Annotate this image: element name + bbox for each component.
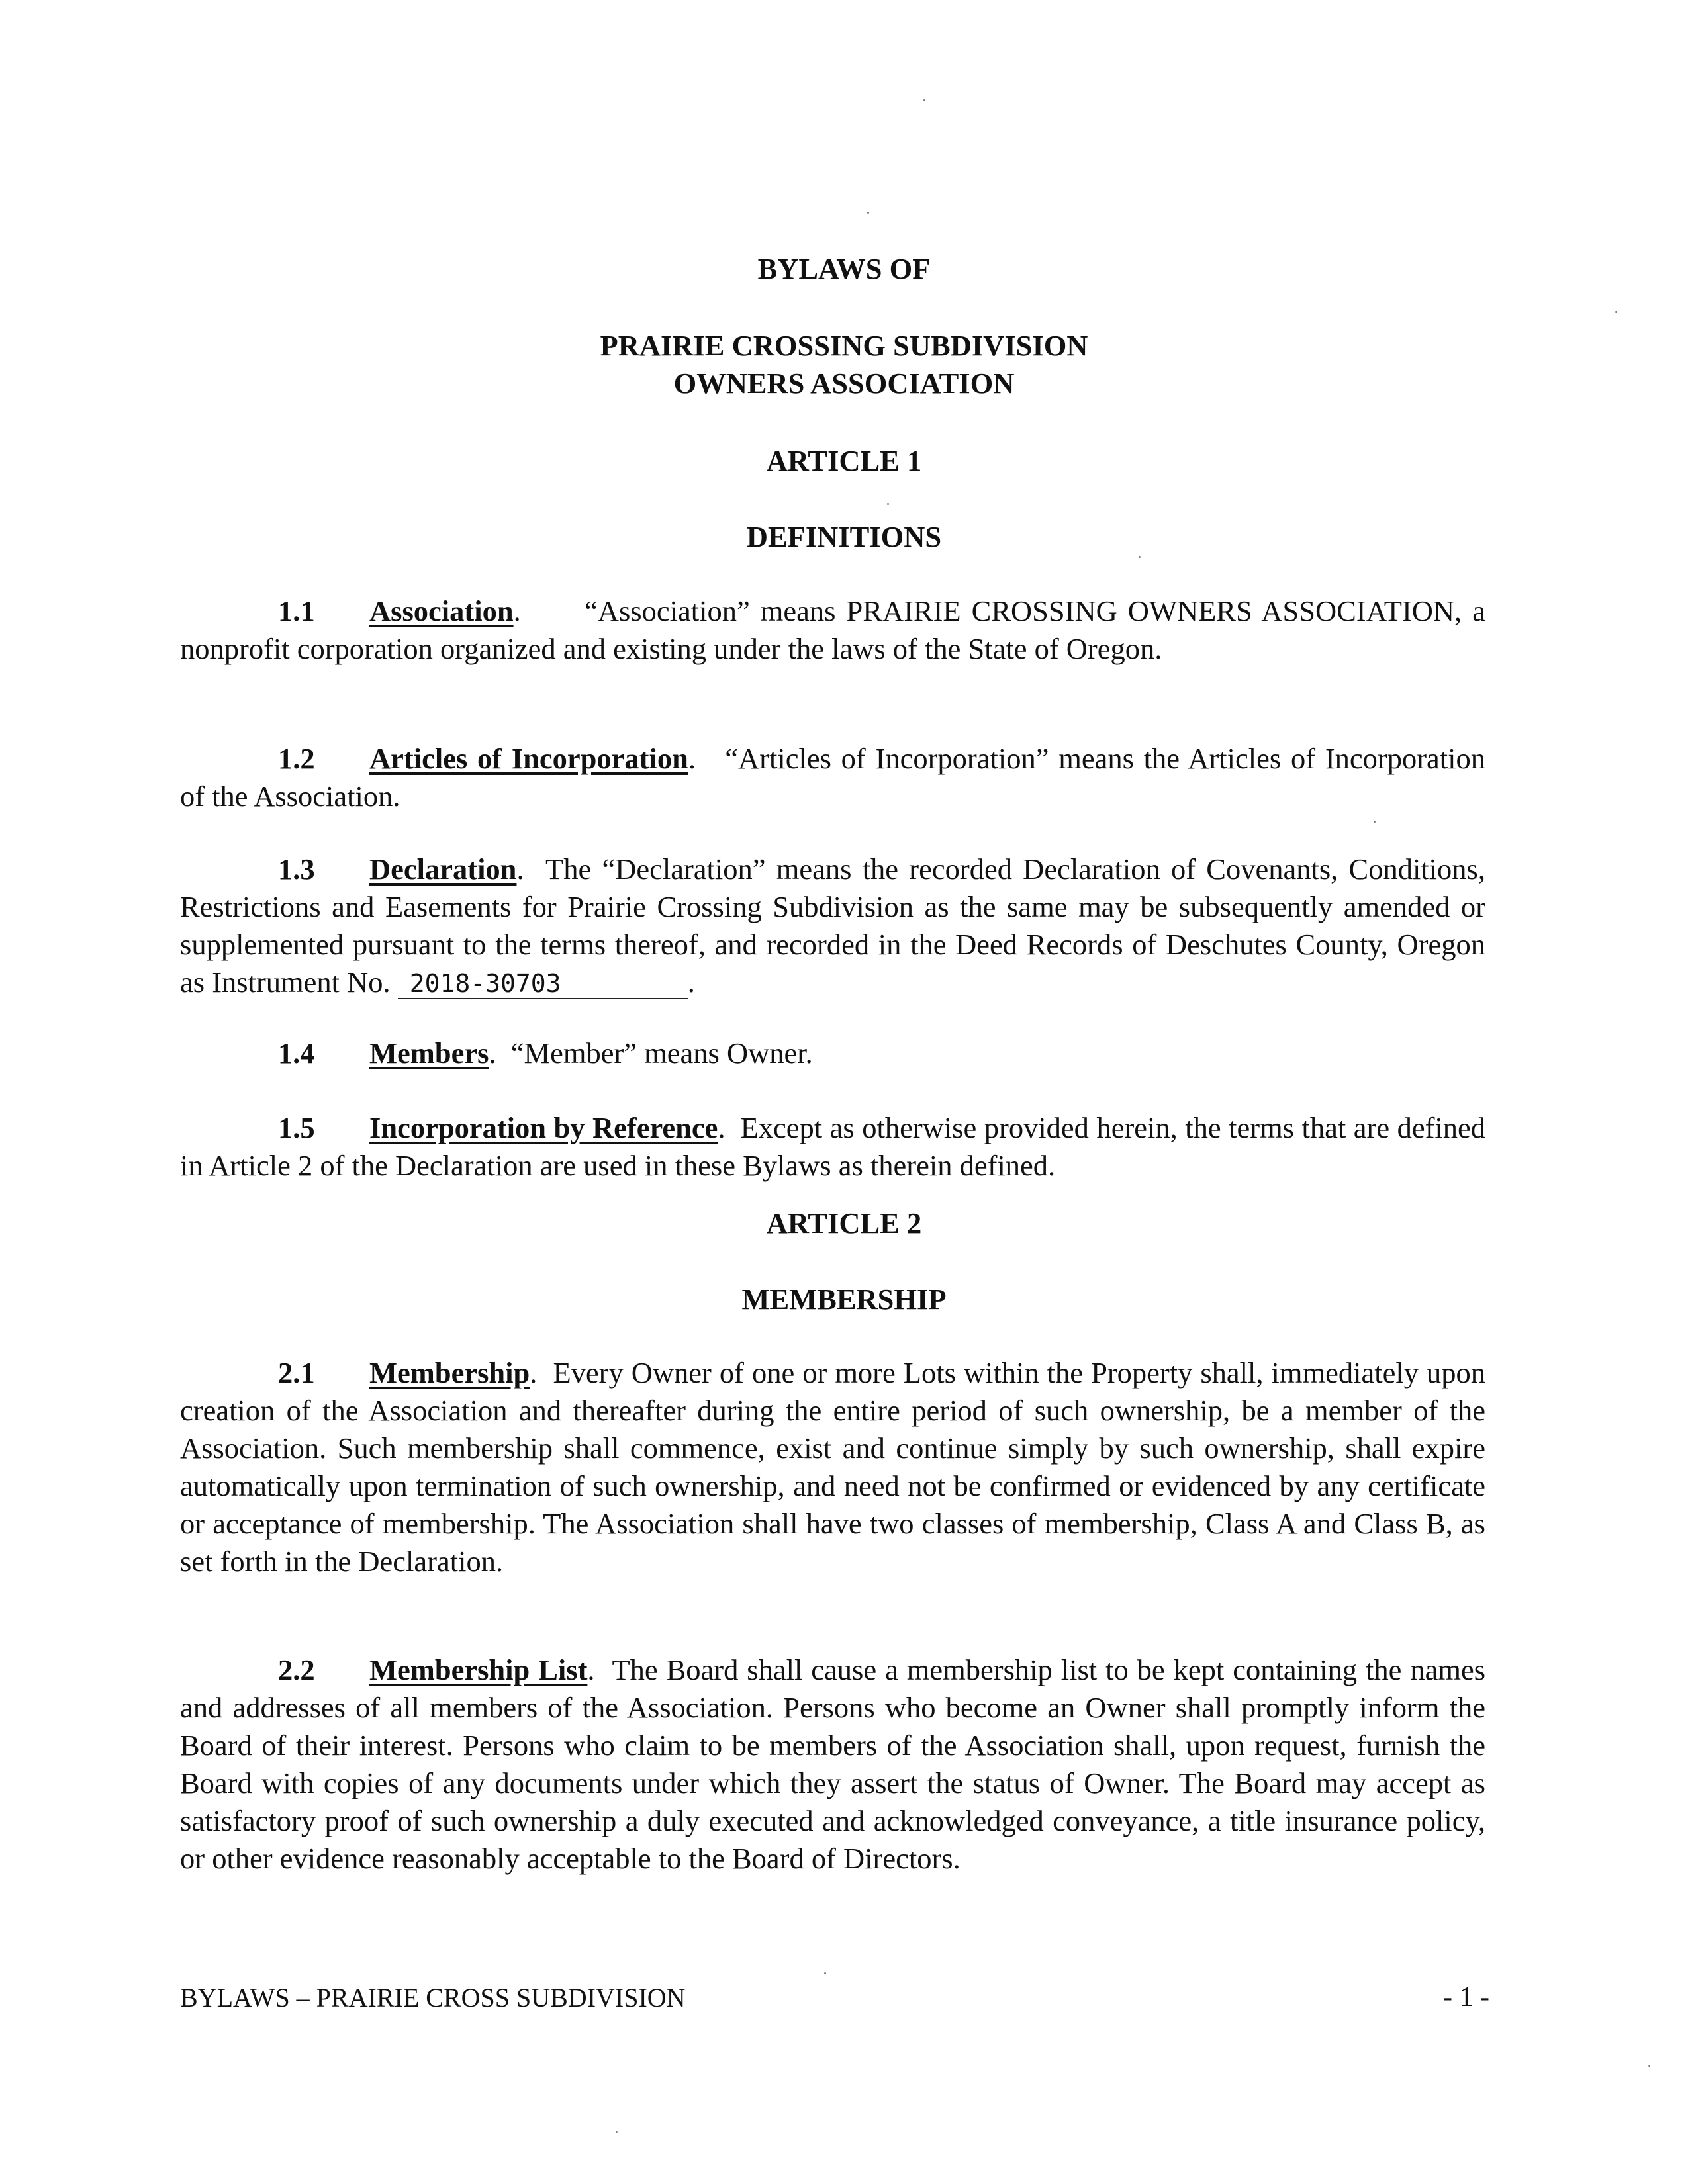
section-term: Membership	[369, 1356, 530, 1389]
article-2-title: MEMBERSHIP	[741, 1283, 947, 1316]
section-text: Every Owner of one or more Lots within the Property shall, immediately upon creation of the Association and thereafter during the entire period of such ownership, be a member of the Association. Such membership shall commence, exist and continue simply by such ownership, shall expire automatically upon termination of such ownership, and need not be confirmed or evidenced by any certificate or acceptance of membership. The Association shall have two classes of membership, Class A and Class B, as set forth in the Declaration.	[180, 1356, 1486, 1578]
article-1-title: DEFINITIONS	[746, 520, 942, 553]
section-text: The “Declaration” means the recorded Declaration of Covenants, Conditions, Restrictions and Easements for Prairie Crossing Subdivision as the same may be subsequently amended or supplemented pursuant to the terms thereof, and recorded in the Deed Records of Deschutes County, Oregon as Instrument No.	[180, 852, 1485, 999]
organization-name-line-2: OWNERS ASSOCIATION	[673, 367, 1015, 400]
section-text: The Board shall cause a membership list to be kept containing the names and addresses of all members of the Association. Persons who become an Owner shall promptly inform the Board of their interest. Persons who claim to be members of the Association shall, upon request, furnish the Board with copies of any documents under which they assert the status of Owner. The Board may accept as satisfactory proof of such ownership a duly executed and acknowledged conveyance, a title insurance policy, or other evidence reasonably acceptable to the Board of Directors.	[180, 1653, 1486, 1875]
footer-document-name: BYLAWS – PRAIRIE CROSS SUBDIVISION	[180, 1983, 686, 2013]
section-number: 1.3	[278, 852, 315, 886]
section-term: Articles of Incorporation	[369, 742, 688, 775]
section-1-3: 1.3 Declaration. The “Declaration” means the recorded Declaration of Covenants, Conditions, Restrictions and Easements for Prairie Crossing Subdivision as the same may be subsequently amended or supplemented pursuant to the terms thereof, and recorded in the Deed Records of Deschutes County, Oregon as Instrument No. 2018-30703 .	[180, 850, 1485, 1001]
section-1-4: 1.4 Members. “Member” means Owner.	[180, 1034, 1485, 1072]
section-term: Association	[369, 594, 514, 627]
scan-speck	[1615, 311, 1617, 313]
section-number: 1.5	[278, 1111, 315, 1144]
section-text: Except as otherwise provided herein, the terms that are defined in Article 2 of the Declaration are used in these Bylaws as therein defined.	[180, 1111, 1486, 1182]
instrument-number-field: 2018-30703	[398, 969, 688, 999]
scan-speck	[824, 1972, 826, 1974]
section-trailing: .	[687, 966, 695, 999]
article-2-label: ARTICLE 2	[766, 1206, 922, 1240]
organization-name-line-1: PRAIRIE CROSSING SUBDIVISION	[600, 329, 1088, 362]
section-number: 2.2	[278, 1653, 315, 1686]
page-number: - 1 -	[1443, 1982, 1489, 2013]
section-number: 1.1	[278, 594, 315, 627]
section-number: 1.2	[278, 742, 315, 775]
scan-speck	[887, 503, 889, 505]
section-term: Members	[369, 1036, 489, 1069]
section-1-5: 1.5 Incorporation by Reference. Except as otherwise provided herein, the terms that are defined in Article 2 of the Declaration are used in these Bylaws as therein defined.	[180, 1109, 1485, 1185]
section-1-1: 1.1 Association. “Association” means PRAIRIE CROSSING OWNERS ASSOCIATION, a nonprofit corporation organized and existing under the laws of the State of Oregon.	[180, 592, 1485, 668]
section-term: Incorporation by Reference	[369, 1111, 718, 1144]
document-title: BYLAWS OF	[757, 252, 931, 285]
section-2-2: 2.2 Membership List. The Board shall cause a membership list to be kept containing the names and addresses of all members of the Association. Persons who become an Owner shall promptly inform the Board of their interest. Persons who claim to be members of the Association shall, upon request, furnish the Board with copies of any documents under which they assert the status of Owner. The Board may accept as satisfactory proof of such ownership a duly executed and acknowledged conveyance, a title insurance policy, or other evidence reasonably acceptable to the Board of Directors.	[180, 1651, 1485, 1878]
section-text: “Association” means PRAIRIE CROSSING OWNERS ASSOCIATION, a nonprofit corporation organized and existing under the laws of the State of Oregon.	[180, 594, 1485, 665]
scan-speck	[1139, 556, 1141, 558]
section-term: Declaration	[369, 852, 517, 886]
section-1-2: 1.2 Articles of Incorporation. “Articles of Incorporation” means the Articles of Incorporation of the Association.	[180, 740, 1485, 815]
section-2-1: 2.1 Membership. Every Owner of one or more Lots within the Property shall, immediately upon creation of the Association and thereafter during the entire period of such ownership, be a member of the Association. Such membership shall commence, exist and continue simply by such ownership, shall expire automatically upon termination of such ownership, and need not be confirmed or evidenced by any certificate or acceptance of membership. The Association shall have two classes of membership, Class A and Class B, as set forth in the Declaration.	[180, 1354, 1485, 1580]
scan-speck	[1374, 821, 1376, 823]
section-text: “Member” means Owner.	[510, 1036, 813, 1069]
scan-speck	[1648, 2065, 1650, 2067]
section-term: Membership List	[369, 1653, 588, 1686]
scan-speck	[867, 212, 869, 214]
scan-speck	[616, 2131, 618, 2133]
section-number: 1.4	[278, 1036, 315, 1069]
section-number: 2.1	[278, 1356, 315, 1389]
article-1-label: ARTICLE 1	[766, 444, 922, 477]
section-text: “Articles of Incorporation” means the Articles of Incorporation of the Association.	[180, 742, 1486, 813]
scan-speck	[923, 99, 925, 101]
